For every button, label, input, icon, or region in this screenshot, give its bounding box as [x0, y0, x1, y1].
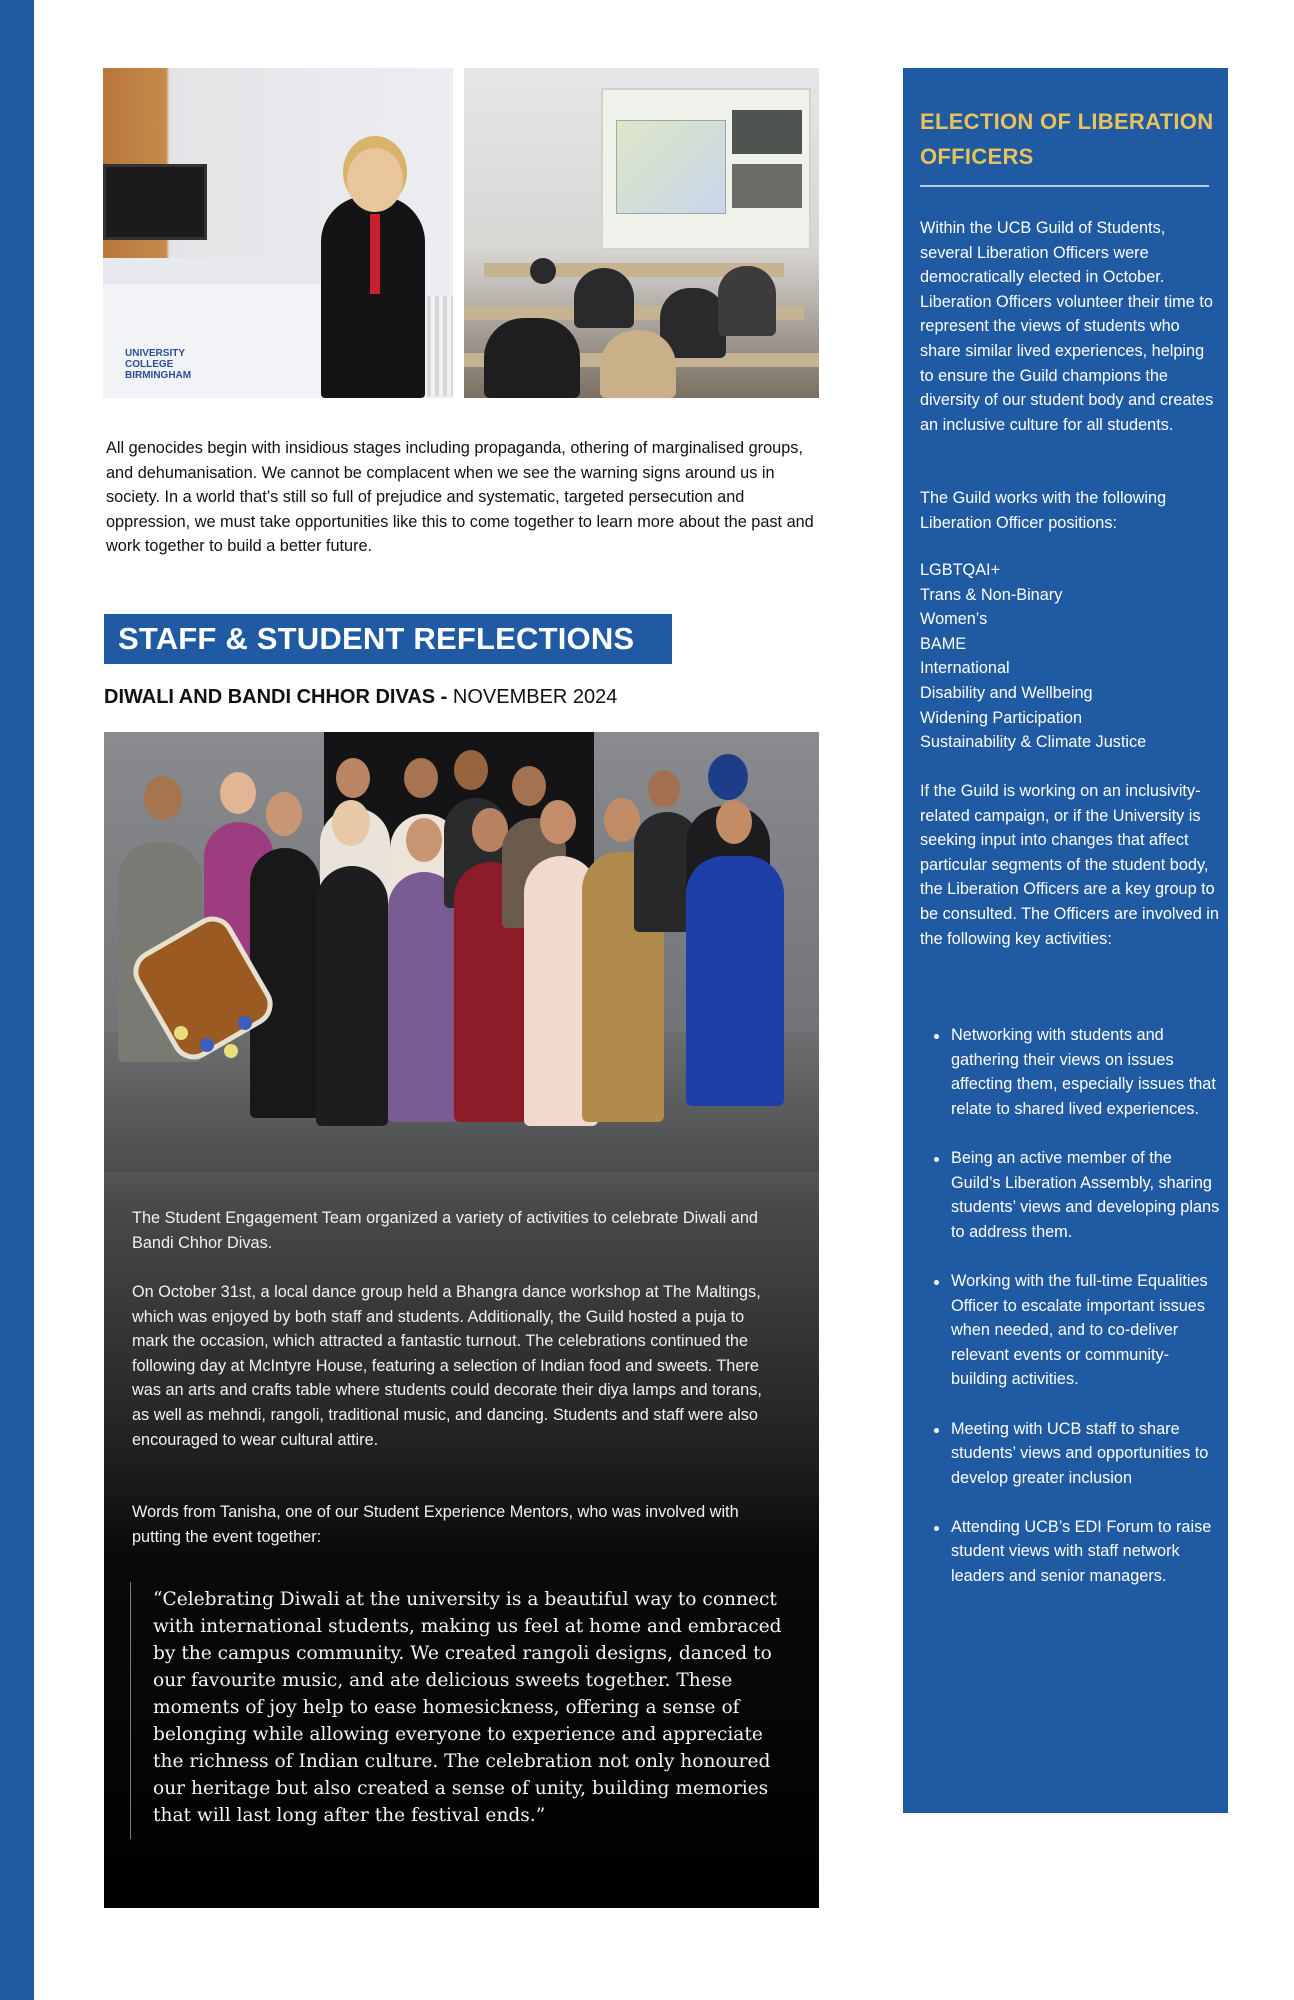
activity-text: Attending UCB’s EDI Forum to raise student views with staff network leaders and senior managers.: [951, 1517, 1212, 1586]
position-item: Widening Participation: [920, 708, 1082, 727]
activities-list: [920, 1023, 1220, 1613]
person-head: [220, 772, 256, 814]
position-item: Sustainability & Climate Justice: [920, 733, 1147, 752]
person: [316, 866, 388, 1126]
section-heading: STAFF & STUDENT REFLECTIONS: [104, 614, 672, 664]
activity-item: [920, 1269, 1220, 1392]
position-item: Disability and Wellbeing: [920, 683, 1093, 702]
position-item: Trans & Non-Binary: [920, 585, 1063, 604]
feature-paragraph: Words from Tanisha, one of our Student Experience Mentors, who was involved with putting the event together:: [132, 1503, 739, 1546]
activity-text: Networking with students and gathering their views on issues affecting them, especially issues that relate to shared lived experiences.: [951, 1026, 1216, 1118]
bullet-icon: [934, 1157, 939, 1162]
speaker-head: [347, 148, 403, 212]
event-name: DIWALI AND BANDI CHHOR DIVAS -: [104, 686, 448, 708]
speaker-photo: [103, 68, 453, 398]
person-head: [144, 776, 182, 820]
sidebar-positions-intro: The Guild works with the following Liberation Officer positions:: [920, 489, 1167, 532]
projected-image: [732, 164, 802, 208]
position-item: International: [920, 659, 1010, 678]
bullet-icon: [934, 1428, 939, 1433]
diwali-feature-card: [104, 732, 819, 1908]
audience-member: [530, 258, 556, 284]
person-head: [404, 758, 438, 798]
intro-paragraph: All genocides begin with insidious stages including propaganda, othering of marginalised groups, and dehumanisation. We cannot be complacent when we see the warning signs around us in society. In a world that’s still so full of prejudice and systematic, targeted persecution and oppression, we must take opportunities like this to come together to learn more about the past and work together to build a better future.: [106, 439, 814, 556]
drum-tassel: [224, 1044, 238, 1058]
activity-text: Working with the full-time Equalities Officer to escalate important issues when needed, and to co-deliver relevant events or community-building activities.: [951, 1271, 1208, 1389]
person-head: [454, 750, 488, 790]
activity-item: [920, 1023, 1220, 1121]
position-item: LGBTQAI+: [920, 561, 1001, 579]
sidebar-title: ELECTION OF LIBERATION OFFICERS: [920, 109, 1214, 169]
student-quote: “Celebrating Diwali at the university is a beautiful way to connect with international students, making us feel at home and embraced by the campus community. We created rangoli designs, danced to our favourite music, and ate delicious sweets together. These moments of joy help to ease homesickness, offering a sense of belonging while allowing everyone to experience and appreciate the richness of Indian culture. The celebration not only honoured our heritage but also created a sense of unity, building memories that will last long after the festival ends.”: [130, 1582, 793, 1839]
person: [686, 856, 784, 1106]
event-heading: [104, 684, 617, 710]
event-date: NOVEMBER 2024: [452, 686, 618, 708]
person-head: [332, 800, 370, 846]
person-head: [266, 792, 302, 836]
sidebar-activities-intro: If the Guild is working on an inclusivity-related campaign, or if the University is seeking input into changes that affect particular segments of the student body, the Liberation Officers are a key group to be consulted. The Officers are involved in the following key activities:: [920, 782, 1219, 948]
projected-image: [732, 110, 802, 154]
bullet-icon: [934, 1034, 939, 1039]
projected-map: [616, 120, 726, 214]
sidebar-intro: Within the UCB Guild of Students, several Liberation Officers were democratically elected in October. Liberation Officers volunteer their time to represent the views of students who share similar lived experiences, helping to ensure the Guild champions the diversity of our student body and creates an inclusive culture for all students.: [920, 219, 1214, 434]
position-item: BAME: [920, 634, 967, 653]
drum-tassel: [174, 1026, 188, 1040]
audience-member: [718, 266, 776, 336]
person-head: [648, 770, 680, 808]
activity-item: [920, 1146, 1220, 1244]
person: [388, 872, 460, 1122]
lecture-photo: [464, 68, 819, 398]
podium-logo: UNIVERSITY COLLEGE BIRMINGHAM: [125, 348, 192, 381]
activity-item: [920, 1515, 1220, 1589]
drum-tassel: [200, 1038, 214, 1052]
audience-member: [574, 268, 634, 328]
bullet-icon: [934, 1526, 939, 1531]
lanyard: [370, 214, 380, 294]
position-item: Women’s: [920, 610, 988, 629]
person-head: [708, 754, 748, 800]
activity-text: Meeting with UCB staff to share students’ views and opportunities to develop greater inclusion: [951, 1419, 1209, 1487]
person-head: [512, 766, 546, 806]
person-head: [716, 800, 752, 844]
audience-member: [484, 318, 580, 398]
person-head: [540, 800, 576, 844]
activity-item: [920, 1417, 1220, 1491]
drum-tassel: [238, 1016, 252, 1030]
activity-text: Being an active member of the Guild’s Liberation Assembly, sharing students’ views and developing plans to address them.: [951, 1148, 1220, 1241]
bullet-icon: [934, 1280, 939, 1285]
monitor: [103, 164, 207, 240]
title-divider: [920, 185, 1209, 187]
left-accent-stripe: [0, 0, 34, 2000]
group-photo: [104, 732, 819, 1172]
feature-paragraph: The Student Engagement Team organized a variety of activities to celebrate Diwali and Bandi Chhor Divas.: [132, 1209, 758, 1252]
feature-paragraph: On October 31st, a local dance group held a Bhangra dance workshop at The Maltings, which was enjoyed by both staff and students. Additionally, the Guild hosted a puja to mark the occasion, which attracted a fantastic turnout. The celebrations continued the following day at McIntyre House, featuring a selection of Indian food and sweets. There was an arts and crafts table where students could decorate their diya lamps and torans, as well as mehndi, rangoli, traditional music, and dancing. Students and staff were also encouraged to wear cultural attire.: [132, 1283, 762, 1449]
person-head: [336, 758, 370, 798]
audience-member: [600, 330, 676, 398]
person-head: [406, 818, 442, 862]
liberation-officers-sidebar: [903, 68, 1228, 1813]
positions-list: [920, 558, 1146, 755]
